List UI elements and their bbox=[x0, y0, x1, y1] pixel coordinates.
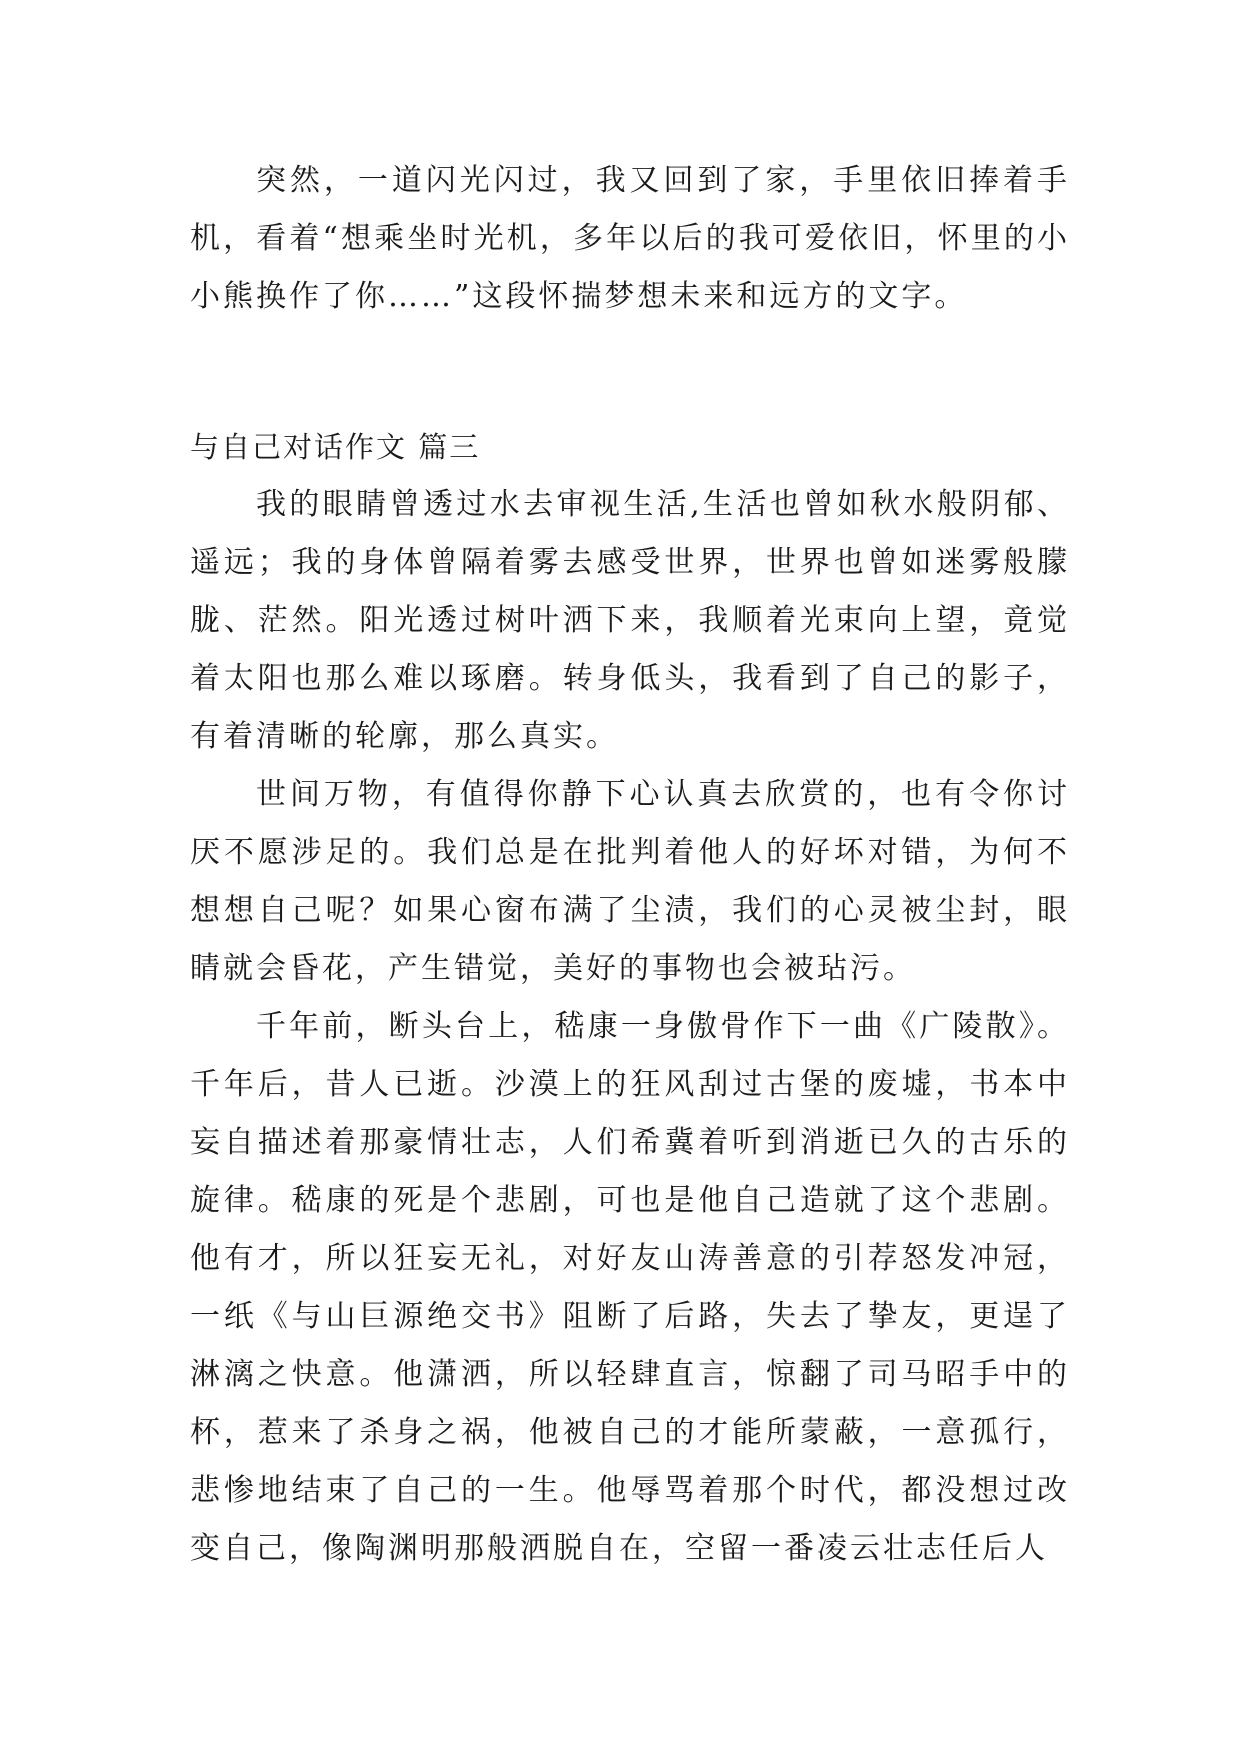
intro-paragraph: 突然，一道闪光闪过，我又回到了家，手里依旧捧着手机，看着“想乘坐时光机，多年以后的我可爱依旧，怀里的小小熊换作了你……”这段怀揣梦想未来和远方的文字。 bbox=[190, 163, 1070, 314]
section-title: 与自己对话作文 篇三 bbox=[190, 430, 481, 464]
body-paragraph-2: 世间万物，有值得你静下心认真去欣赏的，也有令你讨厌不愿涉足的。我们总是在批判着他人的好坏对错，为何不想想自己呢？如果心窗布满了尘渍，我们的心灵被尘封，眼睛就会昏花，产生错觉，美好的事物也会被玷污。 bbox=[190, 777, 1070, 986]
body-paragraph-3: 千年前，断头台上，嵇康一身傲骨作下一曲《广陵散》。千年后，昔人已逝。沙漠上的狂风刮过古堡的废墟，书本中妄自描述着那豪情壮志，人们希冀着听到消逝已久的古乐的旋律。嵇康的死是个悲剧，可也是他自己造就了这个悲剧。他有才，所以狂妄无礼，对好友山涛善意的引荐怒发冲冠，一纸《与山巨源绝交书》阻断了后路，失去了挚友，更逞了淋漓之快意。他潇洒，所以轻肆直言，惊翻了司马昭手中的杯，惹来了杀身之祸，他被自己的才能所蒙蔽，一意孤行，悲惨地结束了自己的一生。他辱骂着那个时代，都没想过改变自己，像陶渊明那般洒脱自在，空留一番凌云壮志任后人 bbox=[190, 1009, 1070, 1566]
body-paragraph-1: 我的眼睛曾透过水去审视生活,生活也曾如秋水般阴郁、遥远；我的身体曾隔着雾去感受世界，世界也曾如迷雾般朦胧、茫然。阳光透过树叶洒下来，我顺着光束向上望，竟觉着太阳也那么难以琢磨。转身低头，我看到了自己的影子，有着清晰的轮廓，那么真实。 bbox=[190, 487, 1070, 754]
document-page bbox=[190, 152, 1070, 1578]
section-spacer bbox=[190, 326, 1070, 418]
